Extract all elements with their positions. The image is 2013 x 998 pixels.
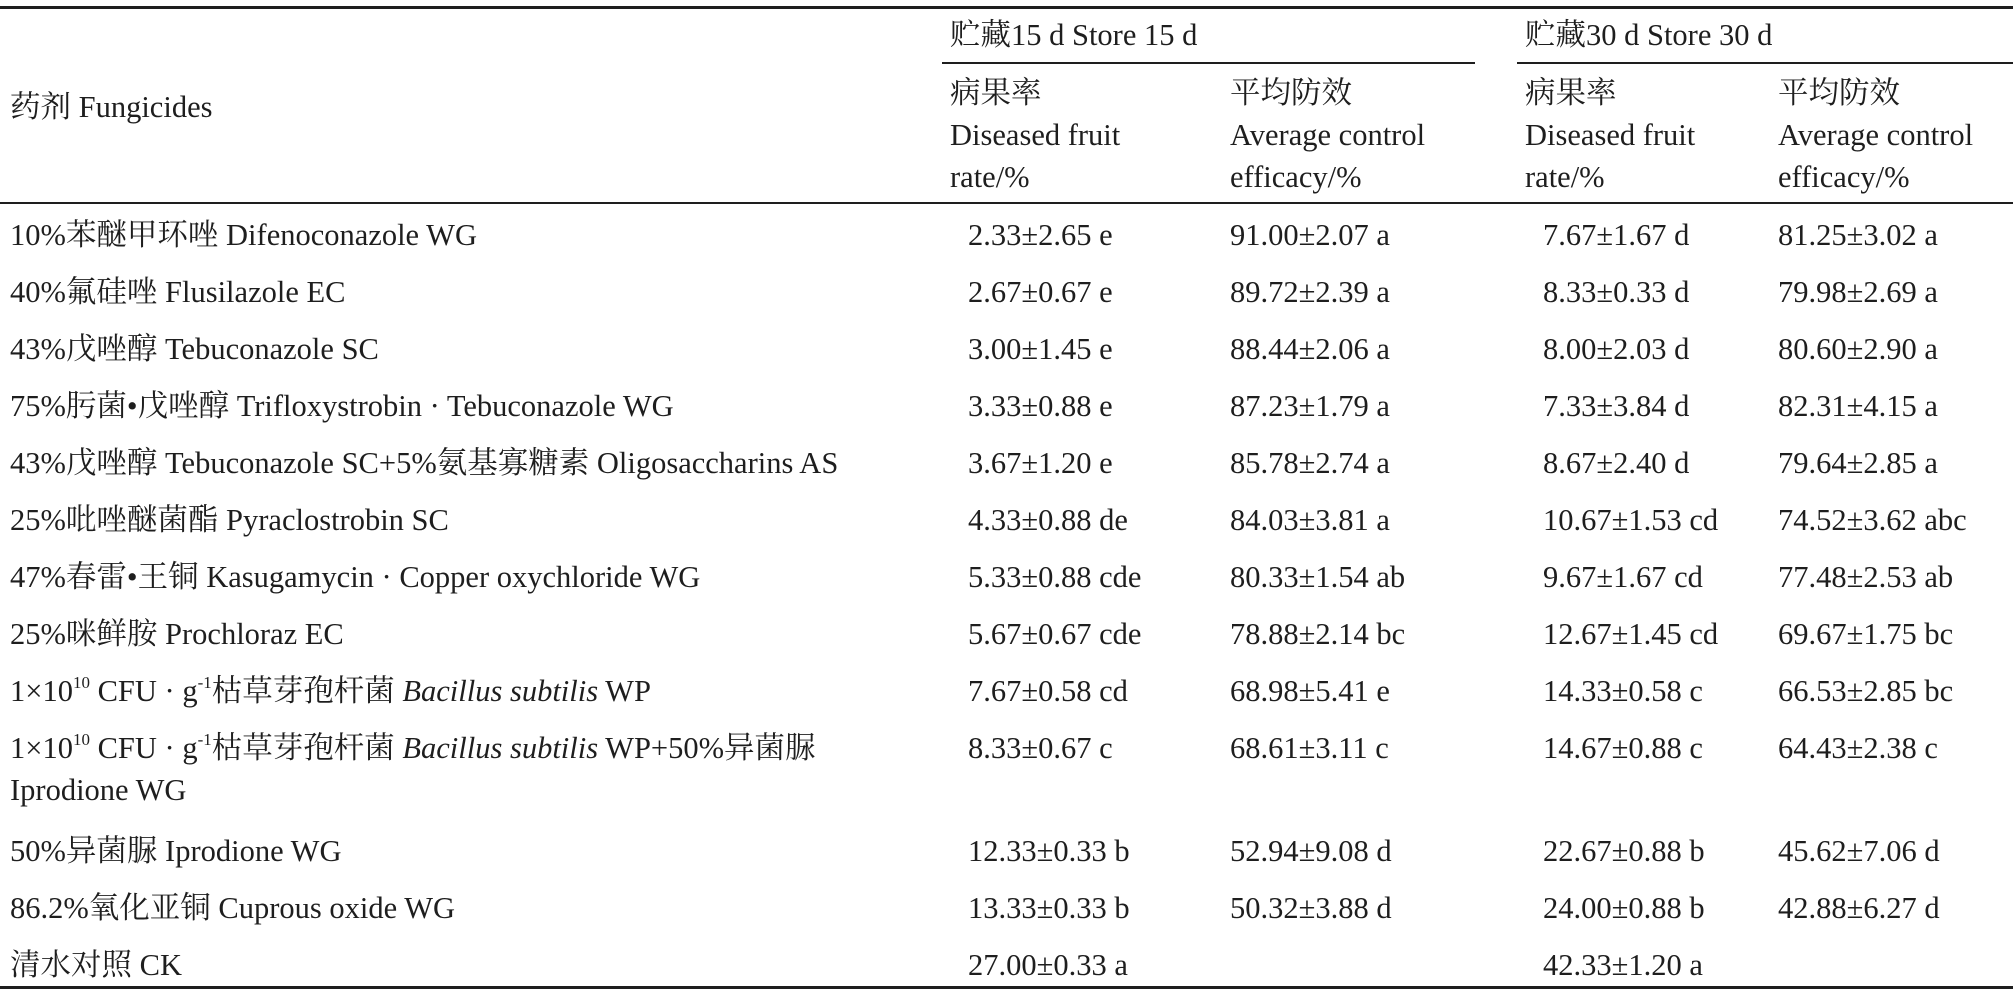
row-name: 43%戊唑醇 Tebuconazole SC+5%氨基寡糖素 Oligosaccharins AS [10,446,839,480]
subheader-control-efficacy-30d-line-1: 平均防效 [1778,76,1900,110]
cell-control-efficacy-15d: 89.72±2.39 a [1230,275,1390,309]
unit-text: CFU · g [89,731,198,765]
cell-control-efficacy-30d: 82.31±4.15 a [1778,389,1938,423]
subheader-control-efficacy-30d-line-2: Average control [1778,118,1974,152]
cell-control-efficacy-15d: 80.33±1.54 ab [1230,560,1406,594]
subheader-diseased-rate-15d-line-3: rate/% [950,160,1030,194]
header-bottom-rule [0,202,2013,204]
subheader-control-efficacy-30d-line-3: efficacy/% [1778,160,1910,194]
cell-control-efficacy-15d: 87.23±1.79 a [1230,389,1390,423]
cell-diseased-rate-15d: 3.67±1.20 e [968,446,1113,480]
cell-diseased-rate-15d: 27.00±0.33 a [968,948,1128,982]
cell-diseased-rate-30d: 8.67±2.40 d [1543,446,1690,480]
bottom-rule [0,986,2013,989]
subheader-diseased-rate-30d-line-1: 病果率 [1525,76,1617,110]
cell-diseased-rate-30d: 24.00±0.88 b [1543,891,1705,925]
subheader-diseased-rate-15d-line-1: 病果率 [950,76,1042,110]
cell-diseased-rate-15d: 12.33±0.33 b [968,834,1130,868]
cell-diseased-rate-30d: 7.33±3.84 d [1543,389,1690,423]
row-name [10,727,816,769]
header-fungicides: 药剂 Fungicides [10,90,213,124]
cell-control-efficacy-15d: 85.78±2.74 a [1230,446,1390,480]
cell-diseased-rate-30d: 9.67±1.67 cd [1543,560,1703,594]
cell-control-efficacy-30d: 69.67±1.75 bc [1778,617,1954,651]
cell-diseased-rate-15d: 5.67±0.67 cde [968,617,1142,651]
subheader-control-efficacy-15d-line-3: efficacy/% [1230,160,1362,194]
cell-control-efficacy-15d: 52.94±9.08 d [1230,834,1392,868]
header-group-15d: 贮藏15 d Store 15 d [950,18,1198,52]
cell-diseased-rate-30d: 8.33±0.33 d [1543,275,1690,309]
cell-control-efficacy-15d: 68.61±3.11 c [1230,731,1389,765]
header-group-30d: 贮藏30 d Store 30 d [1525,18,1773,52]
row-name: 86.2%氧化亚铜 Cuprous oxide WG [10,891,456,925]
cell-diseased-rate-15d: 2.67±0.67 e [968,275,1113,309]
chinese-name: 枯草芽孢杆菌 [211,674,403,708]
cell-diseased-rate-15d: 3.33±0.88 e [968,389,1113,423]
cell-diseased-rate-15d: 5.33±0.88 cde [968,560,1142,594]
row-name: 25%吡唑醚菌酯 Pyraclostrobin SC [10,503,449,537]
cell-diseased-rate-15d: 7.67±0.58 cd [968,674,1128,708]
name-prefix: 1×10 [10,674,73,708]
cell-control-efficacy-30d: 42.88±6.27 d [1778,891,1940,925]
cell-diseased-rate-15d: 4.33±0.88 de [968,503,1128,537]
formulation-text: WP [598,674,651,708]
cell-control-efficacy-30d: 80.60±2.90 a [1778,332,1938,366]
cell-control-efficacy-15d: 88.44±2.06 a [1230,332,1390,366]
subheader-diseased-rate-30d-line-2: Diseased fruit [1525,118,1696,152]
species-name: Bacillus subtilis [402,674,599,708]
subheader-diseased-rate-30d-line-3: rate/% [1525,160,1605,194]
cell-diseased-rate-30d: 7.67±1.67 d [1543,218,1690,252]
row-name: 10%苯醚甲环唑 Difenoconazole WG [10,218,477,252]
row-name: 75%肟菌•戊唑醇 Trifloxystrobin · Tebuconazole WG [10,389,674,423]
cell-control-efficacy-30d: 79.98±2.69 a [1778,275,1938,309]
exponent: 10 [72,673,90,692]
cell-control-efficacy-30d: 74.52±3.62 abc [1778,503,1967,537]
cell-diseased-rate-30d: 12.67±1.45 cd [1543,617,1719,651]
unit-text: CFU · g [89,674,198,708]
subheader-diseased-rate-15d-line-2: Diseased fruit [950,118,1121,152]
unit-exponent: -1 [197,673,212,692]
cell-control-efficacy-30d: 64.43±2.38 c [1778,731,1938,765]
cell-diseased-rate-30d: 22.67±0.88 b [1543,834,1705,868]
cell-diseased-rate-15d: 3.00±1.45 e [968,332,1113,366]
row-name: 清水对照 CK [10,948,182,982]
cell-control-efficacy-30d: 66.53±2.85 bc [1778,674,1954,708]
unit-exponent: -1 [197,730,212,749]
cell-control-efficacy-30d: 45.62±7.06 d [1778,834,1940,868]
cell-diseased-rate-15d: 13.33±0.33 b [968,891,1130,925]
subheader-control-efficacy-15d-line-1: 平均防效 [1230,76,1352,110]
cell-control-efficacy-30d: 81.25±3.02 a [1778,218,1938,252]
cell-control-efficacy-15d: 84.03±3.81 a [1230,503,1390,537]
cell-diseased-rate-15d: 8.33±0.67 c [968,731,1113,765]
cell-control-efficacy-30d: 77.48±2.53 ab [1778,560,1954,594]
exponent: 10 [72,730,90,749]
row-name: 43%戊唑醇 Tebuconazole SC [10,332,379,366]
formulation-text: WP+50%异菌脲 [598,731,816,765]
group-15d-underline [942,62,1475,64]
subheader-control-efficacy-15d-line-2: Average control [1230,118,1426,152]
cell-control-efficacy-15d: 78.88±2.14 bc [1230,617,1406,651]
group-30d-underline [1517,62,2013,64]
cell-control-efficacy-15d: 50.32±3.88 d [1230,891,1392,925]
cell-diseased-rate-30d: 14.67±0.88 c [1543,731,1703,765]
top-rule [0,6,2013,9]
row-name: 47%春雷•王铜 Kasugamycin · Copper oxychloride WG [10,560,701,594]
cell-diseased-rate-30d: 14.33±0.58 c [1543,674,1703,708]
row-name [10,670,651,712]
chinese-name: 枯草芽孢杆菌 [211,731,403,765]
cell-diseased-rate-30d: 10.67±1.53 cd [1543,503,1719,537]
row-name-line-2: Iprodione WG [10,773,187,807]
cell-diseased-rate-15d: 2.33±2.65 e [968,218,1113,252]
row-name: 25%咪鲜胺 Prochloraz EC [10,617,344,651]
cell-control-efficacy-30d: 79.64±2.85 a [1778,446,1938,480]
species-name: Bacillus subtilis [402,731,599,765]
row-name: 40%氟硅唑 Flusilazole EC [10,275,346,309]
cell-diseased-rate-30d: 8.00±2.03 d [1543,332,1690,366]
cell-control-efficacy-15d: 91.00±2.07 a [1230,218,1390,252]
cell-control-efficacy-15d: 68.98±5.41 e [1230,674,1390,708]
cell-diseased-rate-30d: 42.33±1.20 a [1543,948,1703,982]
row-name: 50%异菌脲 Iprodione WG [10,834,342,868]
name-prefix: 1×10 [10,731,73,765]
